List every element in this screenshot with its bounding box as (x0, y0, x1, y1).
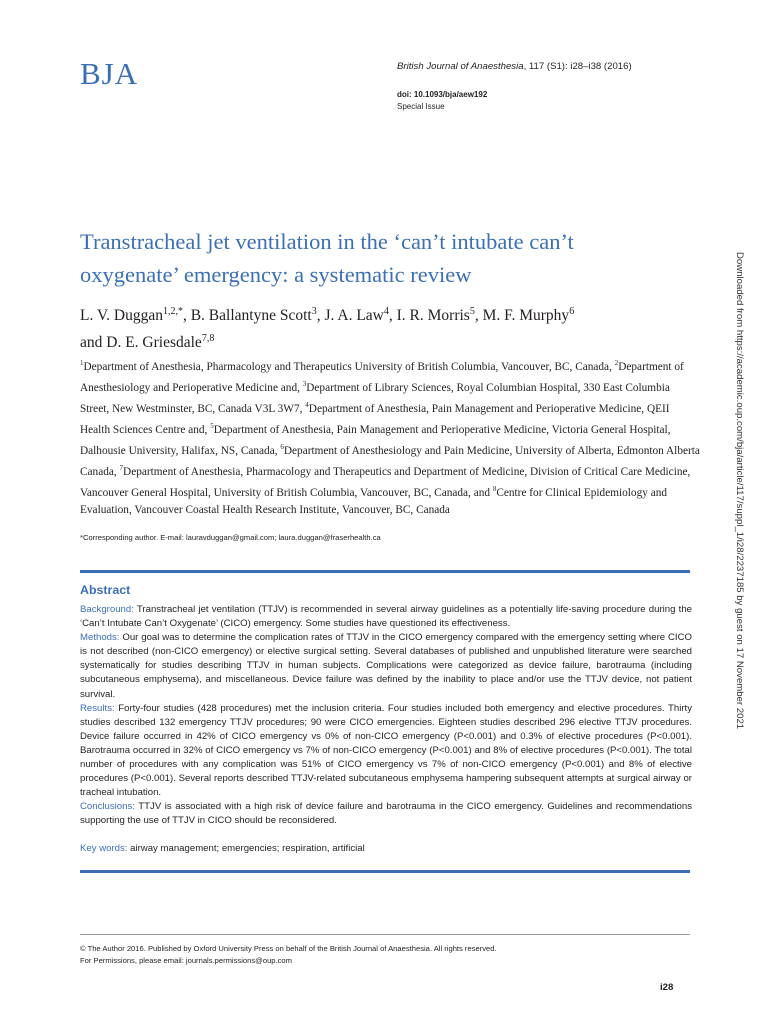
abstract-conclusions (80, 800, 692, 828)
issue-type: Special Issue (397, 102, 445, 111)
abstract-methods (80, 631, 692, 701)
section-label: Methods: (80, 632, 120, 644)
copyright-notice (80, 943, 497, 968)
title-line-1: Transtracheal jet ventilation in the ‘can’t intubate can’t (80, 229, 574, 254)
author-affil-ref: 5 (469, 306, 475, 317)
affil-text: Department of Anesthesia, Pain Management and Perioperative Medicine, Victoria General Hospital, Dalhousie University, Halifax, NS, Canada, (80, 423, 671, 457)
affil-marker: 4 (305, 400, 309, 409)
title-line-2: oxygenate’ emergency: a systematic review (80, 262, 472, 287)
section-text: Forty-four studies (428 procedures) met the inclusion criteria. Four studies included both emergency and elective procedures. Thirty studies described 132 emergency TTJV procedures; 90 were CICO emergencies. Eighteen studies described 296 elective TTJV procedures. Device failure occurred in 42% of CICO emergency vs 0% of non-CICO emergency (P<0.001) and 0.3% of elective procedures (P<0.001). Barotrauma occurred in 32% of CICO emergency vs 7% of non-CICO emergency (P<0.001) and 8% of elective procedures (P<0.001). The total number of procedures with any complication was 51% of CICO emergency vs 7% of non-CICO emergency (P<0.001) and 8% of elective procedures (P<0.001). Several reports described TTJV-related subcutaneous emphysema hampering subsequent attempts at surgical airway or tracheal intubation. (80, 702, 692, 799)
author-name: J. A. Law (324, 307, 384, 325)
author-sep: , (474, 307, 483, 325)
footer-rule (80, 934, 690, 935)
affiliations (80, 355, 700, 519)
page-number: i28 (660, 982, 674, 993)
affil-marker: 1 (80, 359, 84, 367)
citation-details: , 117 (S1): i28–i38 (2016) (523, 61, 632, 72)
affil-text: Department of Anesthesia, Pharmacology and Therapeutics University of British Columbia, Vancouver, BC, Canada, (83, 360, 615, 373)
download-watermark: Downloaded from https://academic.oup.com/bja/article/117/suppl_1/i28/2237185 by guest on 17 November 2021 (734, 252, 745, 730)
keywords-text: airway management; emergencies; respiration, artificial (127, 843, 365, 854)
author-name: L. V. Duggan (80, 307, 163, 325)
author-affil-ref: 6 (569, 306, 575, 317)
section-label: Results: (80, 702, 115, 714)
author-sep: , (316, 307, 325, 325)
author-name: and D. E. Griesdale (80, 334, 202, 352)
author-affil-ref: 4 (383, 306, 389, 317)
author-affil-ref: 1,2,* (162, 306, 183, 317)
section-label: Background: (80, 604, 134, 615)
journal-citation (397, 61, 632, 72)
abstract-top-rule (80, 570, 690, 573)
author-name: M. F. Murphy (482, 307, 570, 325)
section-text: TTJV is associated with a high risk of device failure and barotrauma in the CICO emergency. Guidelines and recommendations supporting the use of TTJV in CICO should be reconsidered. (80, 801, 692, 827)
keywords-label: Key words: (80, 843, 128, 854)
author-sep: , (182, 307, 191, 325)
affil-marker: 2 (614, 359, 619, 367)
affil-marker: 6 (280, 442, 284, 451)
keywords (80, 843, 365, 854)
section-text: Transtracheal jet ventilation (TTJV) is recommended in several airway guidelines as a potentially life-saving procedure during the ‘Can’t Intubate Can’t Oxygenate’ (CICO) emergency. Some studies have questioned its effectiveness. (80, 604, 692, 630)
abstract-heading: Abstract (80, 583, 131, 597)
section-label: Conclusions: (80, 801, 135, 813)
affil-marker: 8 (492, 484, 497, 493)
author-affil-ref: 7,8 (201, 333, 215, 345)
author-sep: , (388, 307, 397, 325)
affil-marker: 3 (302, 379, 307, 388)
section-text: Our goal was to determine the complication rates of TTJV in the CICO emergency compared with the emergency setting where CICO is not described (non-CICO emergency) or elective surgical setting. Several databases of published and unpublished literature were searched systematically for studies describing TTJV in human subjects. Complications were categorized as device failure, barotrauma (including subcutaneous emphysema), and miscellaneous. Device failure was defined by the inability to place and/or use the TTJV device, not patient survival. (80, 632, 692, 700)
copyright-text: © The Author 2016. Published by Oxford University Press on behalf of the British Journal of Anaesthesia. All rights reserved. (80, 944, 497, 953)
journal-name: British Journal of Anaesthesia (397, 61, 524, 72)
affil-marker: 7 (119, 463, 124, 472)
affil-text: Department of Anesthesiology and Perioperative Medicine and, (80, 360, 684, 394)
article-title (80, 225, 720, 291)
corresponding-author: *Corresponding author. E-mail: lauravduggan@gmail.com; laura.duggan@fraserhealth.ca (80, 533, 381, 542)
affil-text: Centre for Clinical Epidemiology and Evaluation, Vancouver Coastal Health Research Institute, Vancouver, BC, Canada (80, 486, 668, 516)
abstract-body (80, 603, 692, 829)
affil-text: Department of Library Sciences, Royal Columbian Hospital, 330 East Columbia Street, New Westminster, BC, Canada V3L 3W7, (80, 381, 670, 415)
author-name: I. R. Morris (396, 307, 470, 325)
journal-logo: BJA (80, 56, 139, 91)
abstract-bottom-rule (80, 870, 690, 873)
affil-text: Department of Anesthesia, Pain Management and Perioperative Medicine, QEII Health Sciences Centre and, (80, 402, 670, 436)
affil-marker: 5 (210, 421, 214, 430)
abstract-results (80, 702, 692, 801)
doi: doi: 10.1093/bja/aew192 (397, 90, 488, 99)
author-affil-ref: 3 (311, 306, 317, 317)
abstract-background (80, 603, 692, 631)
author-name: B. Ballantyne Scott (190, 307, 312, 325)
affil-text: Department of Anesthesia, Pharmacology and Therapeutics and Department of Medicine, Division of Critical Care Medicine, Vancouver General Hospital, University of British Columbia, Vancouver, BC, Canada, and (80, 465, 691, 499)
affil-text: Department of Anesthesiology and Pain Medicine, University of Alberta, Edmonton Alberta Canada, (80, 444, 700, 478)
author-list (80, 300, 720, 354)
permissions-text: For Permissions, please email: journals.permissions@oup.com (80, 956, 292, 966)
